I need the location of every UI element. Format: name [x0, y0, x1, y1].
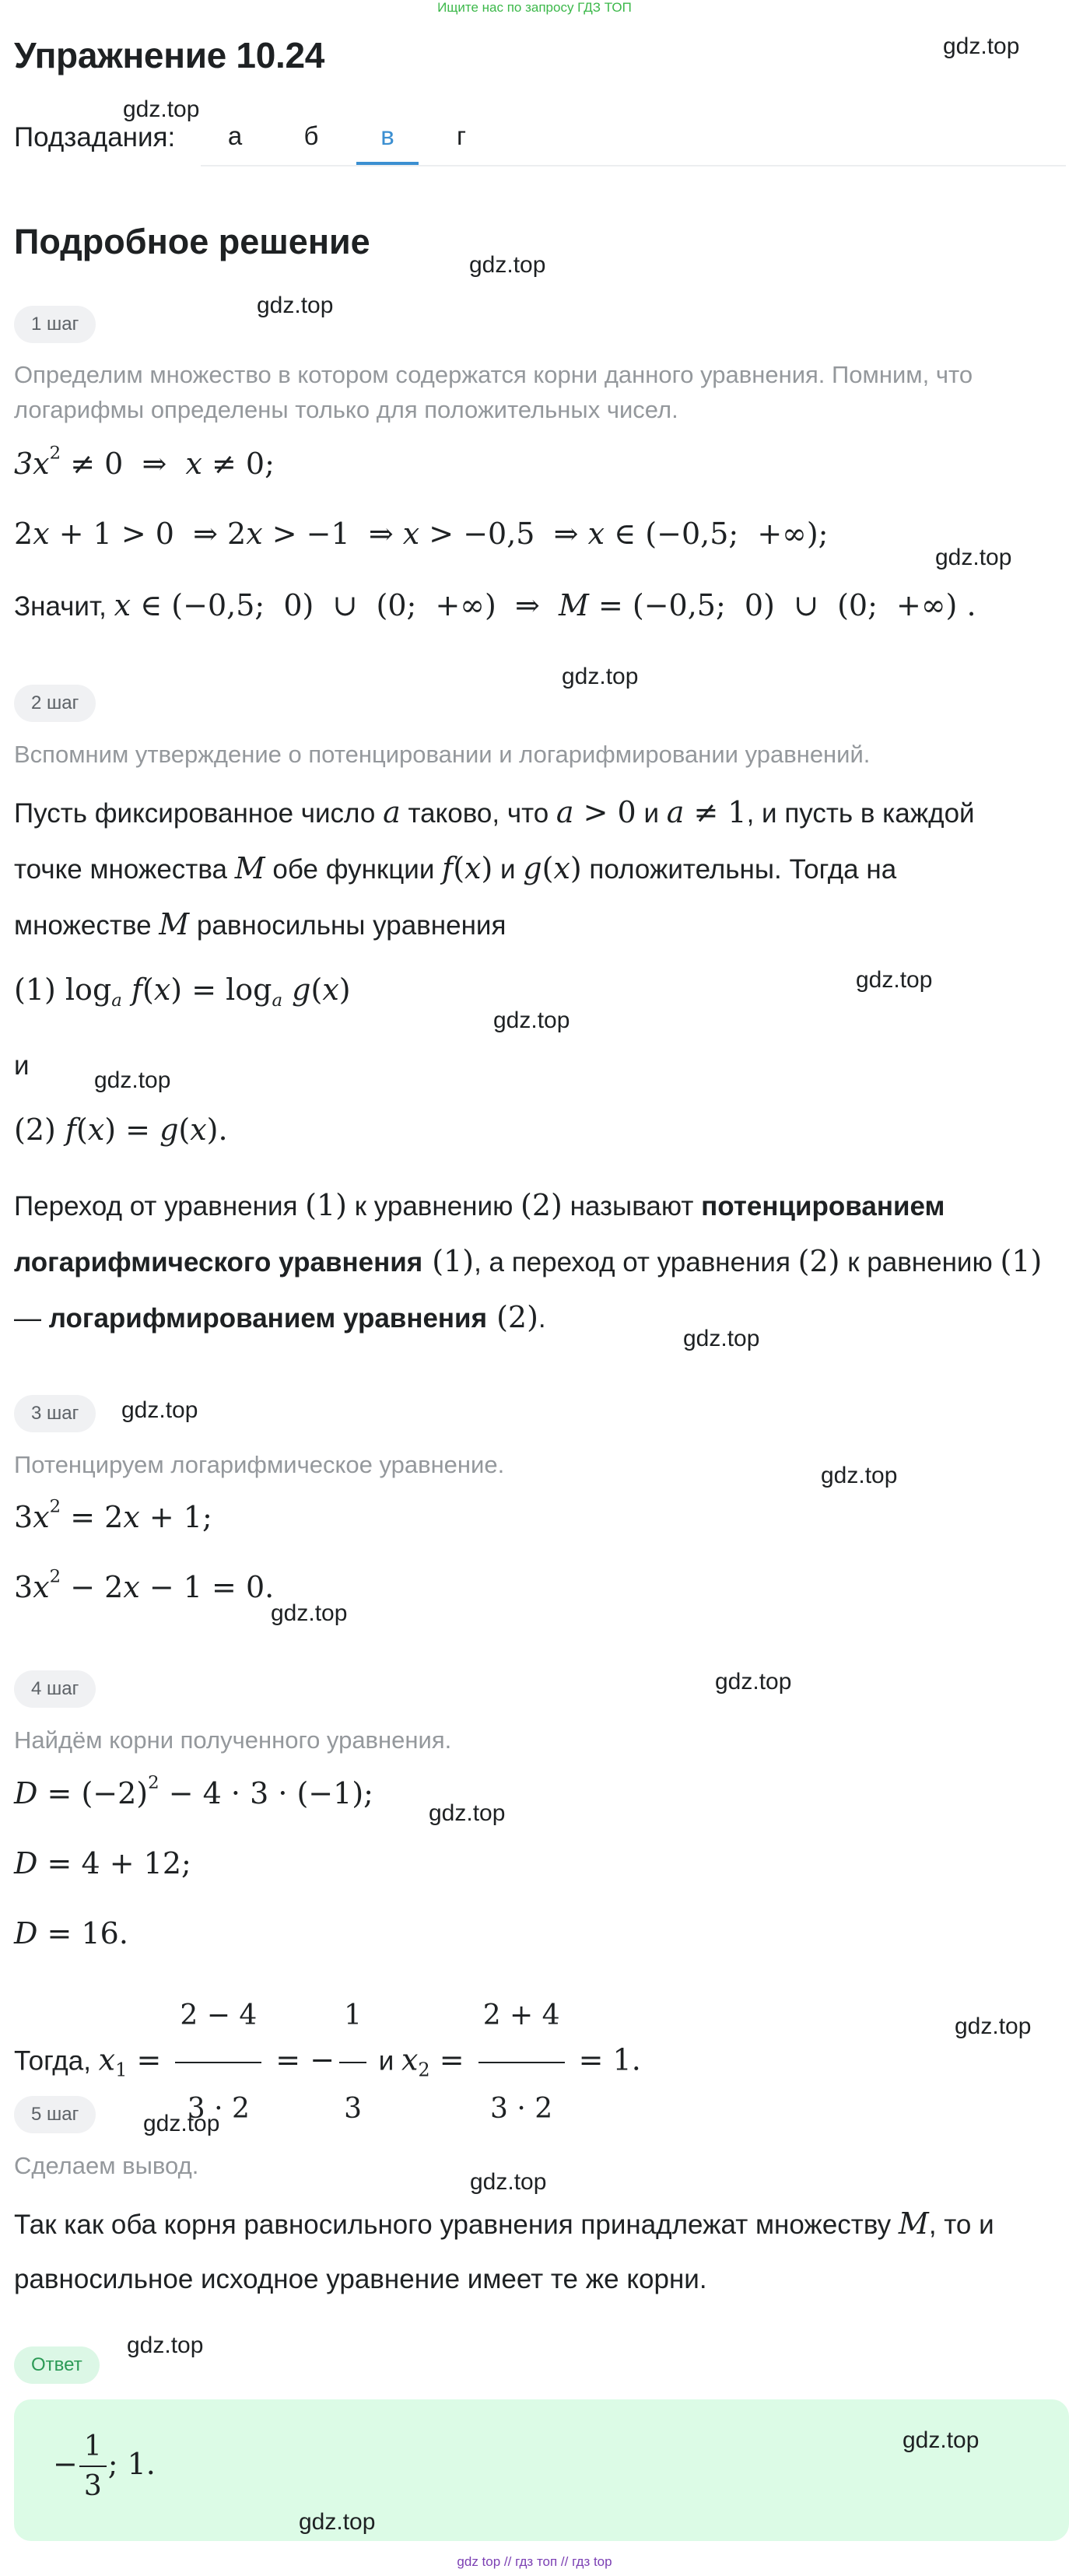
watermark: gdz.top [955, 2013, 1032, 2039]
watermark: gdz.top [935, 545, 1012, 570]
fraction-x1: $\frac{2 - 4}{3 \cdot 2}$ [175, 1973, 261, 2152]
step-1-eq-1: $3x^2 \ne 0$ ⇒ x ≠ 0; [14, 443, 275, 481]
tab-g[interactable]: г [456, 121, 467, 150]
step-3-eq-1: $3x^2 = 2x + 1$; [14, 1496, 212, 1534]
watermark: gdz.top [821, 1463, 898, 1488]
step-5-hint: Сделаем вывод. [14, 2152, 199, 2179]
subtasks-label: Подзадания: [14, 122, 176, 152]
step-2-badge: 2 шаг [14, 685, 96, 722]
step-1-conclusion: Значит, x ∈ (−0,5; 0) ∪ (0; +∞) ⇒ M = (−0,5; 0) ∪ (0; +∞) . [14, 588, 976, 622]
step-2-para-4: Переход от уравнения (1) к уравнению (2) называют потенцированием [14, 1188, 945, 1222]
step-1-badge: 1 шаг [14, 306, 96, 343]
watermark: gdz.top [127, 2332, 204, 2358]
step-3-badge: 3 шаг [14, 1395, 96, 1432]
watermark: gdz.top [943, 33, 1020, 59]
step-1-hint: Определим множество в котором содержатся корни данного уравнения. Помним, что логарифмы определены только для положительных чисел. [14, 361, 973, 423]
step-2-hint: Вспомним утверждение о потенцировании и логарифмировании уравнений. [14, 741, 871, 768]
active-tab-underline [356, 162, 419, 165]
watermark: gdz.top [715, 1669, 792, 1695]
step-2-and: и [14, 1050, 30, 1081]
step-2-para-6: — логарифмированием уравнения (2). [14, 1300, 546, 1334]
watermark: gdz.top [856, 967, 933, 993]
watermark: gdz.top [123, 96, 200, 122]
step-2-eq-1: (1) $\log_a f(x) = \log_a g(x)$ [14, 973, 351, 1011]
step-2-para-2: точке множества M обе функции f(x) и g(x) положительны. Тогда на [14, 851, 897, 885]
step-2-para-5: логарифмического уравнения (1), а переход от уравнения (2) к равнению (1) [14, 1244, 1043, 1278]
step-4-eq-2: D = 4 + 12; [14, 1846, 191, 1880]
watermark: gdz.top [683, 1326, 760, 1351]
watermark: gdz.top [470, 2169, 547, 2195]
step-2-eq-2: (2) f(x) = g(x). [14, 1113, 228, 1147]
step-5-badge: 5 шаг [14, 2096, 96, 2133]
answer-value: − $\frac{1}{3}$ ; 1. [53, 2431, 156, 2502]
step-2-para-1: Пусть фиксированное число a таково, что a > 0 и a ≠ 1, и пусть в каждой [14, 795, 975, 829]
answer-fraction: $\frac{1}{3}$ [79, 2431, 107, 2502]
watermark: gdz.top [94, 1067, 171, 1093]
tabs-divider [201, 165, 1066, 166]
footer-links[interactable]: gdz top // гдз топ // гдз top [457, 2554, 612, 2569]
step-4-roots: Тогда, $x_1$ = $\frac{2 - 4}{3 \cdot 2}$ = − $\frac{1}{3}$ и $x_2$ = $\frac{2 + 4}{3 \cdot 2}$ = 1. [14, 1973, 641, 2152]
step-5-para-2: равносильное исходное уравнение имеет те же корни. [14, 2264, 707, 2294]
step-4-eq-1: $D = (-2)^2 - 4 \cdot 3 \cdot (-1)$; [14, 1772, 373, 1810]
top-banner: Ищите нас по запросу ГДЗ ТОП [437, 0, 632, 15]
tab-v-active[interactable]: в [380, 121, 394, 150]
watermark: gdz.top [493, 1008, 570, 1033]
section-title: Подробное решение [14, 222, 370, 261]
step-1-eq-2: 2x + 1 > 0 ⇒ 2x > −1 ⇒ x > −0,5 ⇒ x ∈ (−0,5; +∞); [14, 517, 829, 551]
watermark: gdz.top [562, 664, 639, 689]
step-5-para-1: Так как оба корня равносильного уравнения принадлежат множеству M, то и [14, 2206, 994, 2241]
fraction-neg-third: $\frac{1}{3}$ [339, 1973, 366, 2152]
watermark: gdz.top [903, 2427, 980, 2453]
step-4-hint: Найдём корни полученного уравнения. [14, 1726, 452, 1754]
watermark: gdz.top [143, 2111, 220, 2136]
watermark: gdz.top [469, 252, 546, 278]
fraction-x2: $\frac{2 + 4}{3 \cdot 2}$ [478, 1973, 565, 2152]
tab-b[interactable]: б [303, 121, 319, 150]
step-3-hint: Потенцируем логарифмическое уравнение. [14, 1451, 505, 1478]
watermark: gdz.top [271, 1600, 348, 1626]
tab-a[interactable]: а [227, 121, 243, 150]
step-4-badge: 4 шаг [14, 1670, 96, 1708]
answer-badge: Ответ [14, 2346, 100, 2384]
step-4-eq-3: D = 16. [14, 1916, 128, 1950]
step-2-para-3: множестве M равносильны уравнения [14, 907, 506, 941]
watermark: gdz.top [429, 1800, 506, 1826]
watermark: gdz.top [257, 293, 334, 318]
step-3-eq-2: $3x^2 - 2x - 1 = 0$. [14, 1566, 275, 1604]
page-title: Упражнение 10.24 [14, 35, 325, 75]
answer-box [14, 2399, 1069, 2541]
watermark: gdz.top [121, 1397, 198, 1423]
watermark: gdz.top [299, 2509, 376, 2535]
